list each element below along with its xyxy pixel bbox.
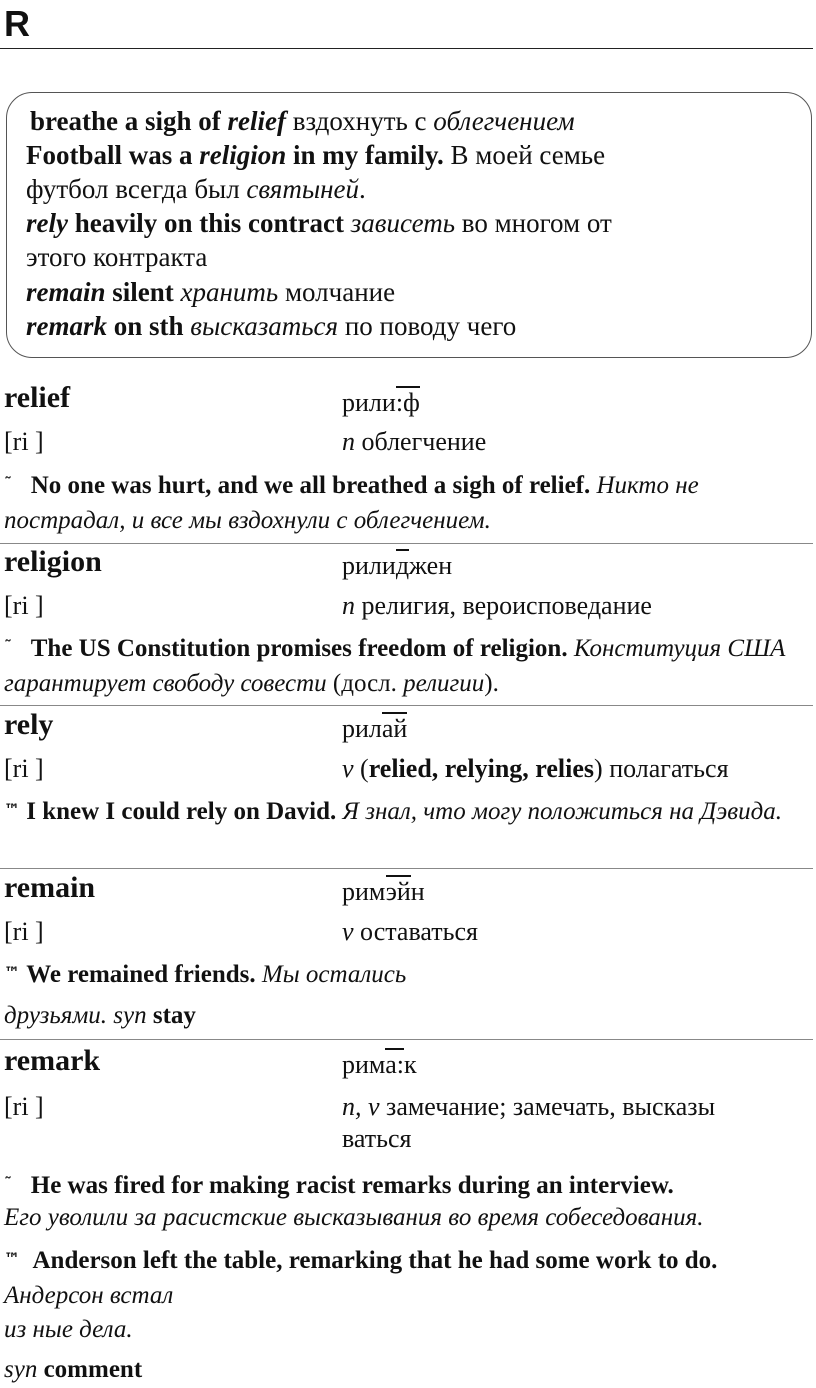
headword-relief: relief bbox=[4, 381, 71, 414]
section-letter: R bbox=[4, 3, 30, 44]
box-line-2: Football was a religion in my family. В моей семье bbox=[26, 140, 606, 170]
box-line-5: этого контракта bbox=[26, 242, 208, 272]
example-rely: ™ I knew I could rely on David. Я знал, что могу положиться на Дэвида. bbox=[4, 798, 782, 825]
transcription-relief: [ri ] bbox=[4, 427, 44, 456]
example-relief: ˜ No one was hurt, and we all breathed a sigh of relief. Никто не пострадал, и все мы вздохнули с облегчением. bbox=[4, 472, 699, 534]
transcription-religion: [ri ] bbox=[4, 591, 44, 620]
entry-divider bbox=[0, 543, 813, 544]
phonetic-religion: рилиджен bbox=[342, 551, 453, 580]
headword-remark: remark bbox=[4, 1044, 101, 1077]
meaning-remark: n, v замечание; замечать, высказы bbox=[342, 1092, 716, 1121]
entry-divider bbox=[0, 1039, 813, 1040]
meaning-relief: n облегчение bbox=[342, 427, 487, 456]
headword-rely: rely bbox=[4, 708, 54, 741]
phonetic-remark: рима:к bbox=[342, 1050, 417, 1079]
example-remark-1: ˜ He was fired for making racist remarks during an interview. bbox=[4, 1172, 674, 1199]
example-remark-2-translation-cont: из ные дела. bbox=[4, 1316, 133, 1343]
example-religion: ˜ The US Constitution promises freedom of religion. Конституция США гарантирует свободу совести (досл. религии). bbox=[4, 635, 786, 697]
synonym-remain: друзьями. syn stay bbox=[4, 1002, 196, 1029]
box-line-3: футбол всегда был святыней. bbox=[26, 174, 366, 204]
box-line-7: remark on sth высказаться по поводу чего bbox=[26, 311, 517, 341]
synonym-remark: syn comment bbox=[4, 1356, 143, 1383]
transcription-remark: [ri ] bbox=[4, 1092, 44, 1121]
header-divider bbox=[0, 48, 813, 49]
example-remark-2-translation: Андерсон встал bbox=[4, 1282, 174, 1309]
headword-religion: religion bbox=[4, 545, 102, 578]
meaning-remark-cont: ваться bbox=[342, 1124, 412, 1153]
headword-remain: remain bbox=[4, 871, 96, 904]
box-line-4: rely heavily on this contract зависеть во многом от bbox=[26, 208, 612, 238]
transcription-rely: [ri ] bbox=[4, 754, 44, 783]
phonetic-remain: римэйн bbox=[342, 877, 425, 906]
box-line-6: remain silent хранить молчание bbox=[26, 277, 396, 307]
entry-divider bbox=[0, 868, 813, 869]
meaning-remain: v оставаться bbox=[342, 917, 478, 946]
example-remark-2: ™ Anderson left the table, remarking that he had some work to do. bbox=[4, 1247, 718, 1274]
box-line-1: breathe a sigh of relief вздохнуть с облегчением bbox=[30, 106, 575, 136]
meaning-rely: v (relied, relying, relies) полагаться bbox=[342, 754, 729, 783]
example-remain: ™ We remained friends. Мы остались bbox=[4, 961, 407, 988]
phonetic-rely: рилай bbox=[342, 714, 408, 743]
meaning-religion: n религия, вероисповедание bbox=[342, 591, 652, 620]
entry-divider bbox=[0, 705, 813, 706]
example-remark-1-translation: Его уволили за расистские высказывания во время собеседования. bbox=[4, 1204, 704, 1231]
transcription-remain: [ri ] bbox=[4, 917, 44, 946]
phonetic-relief: рили:ф bbox=[342, 388, 420, 417]
